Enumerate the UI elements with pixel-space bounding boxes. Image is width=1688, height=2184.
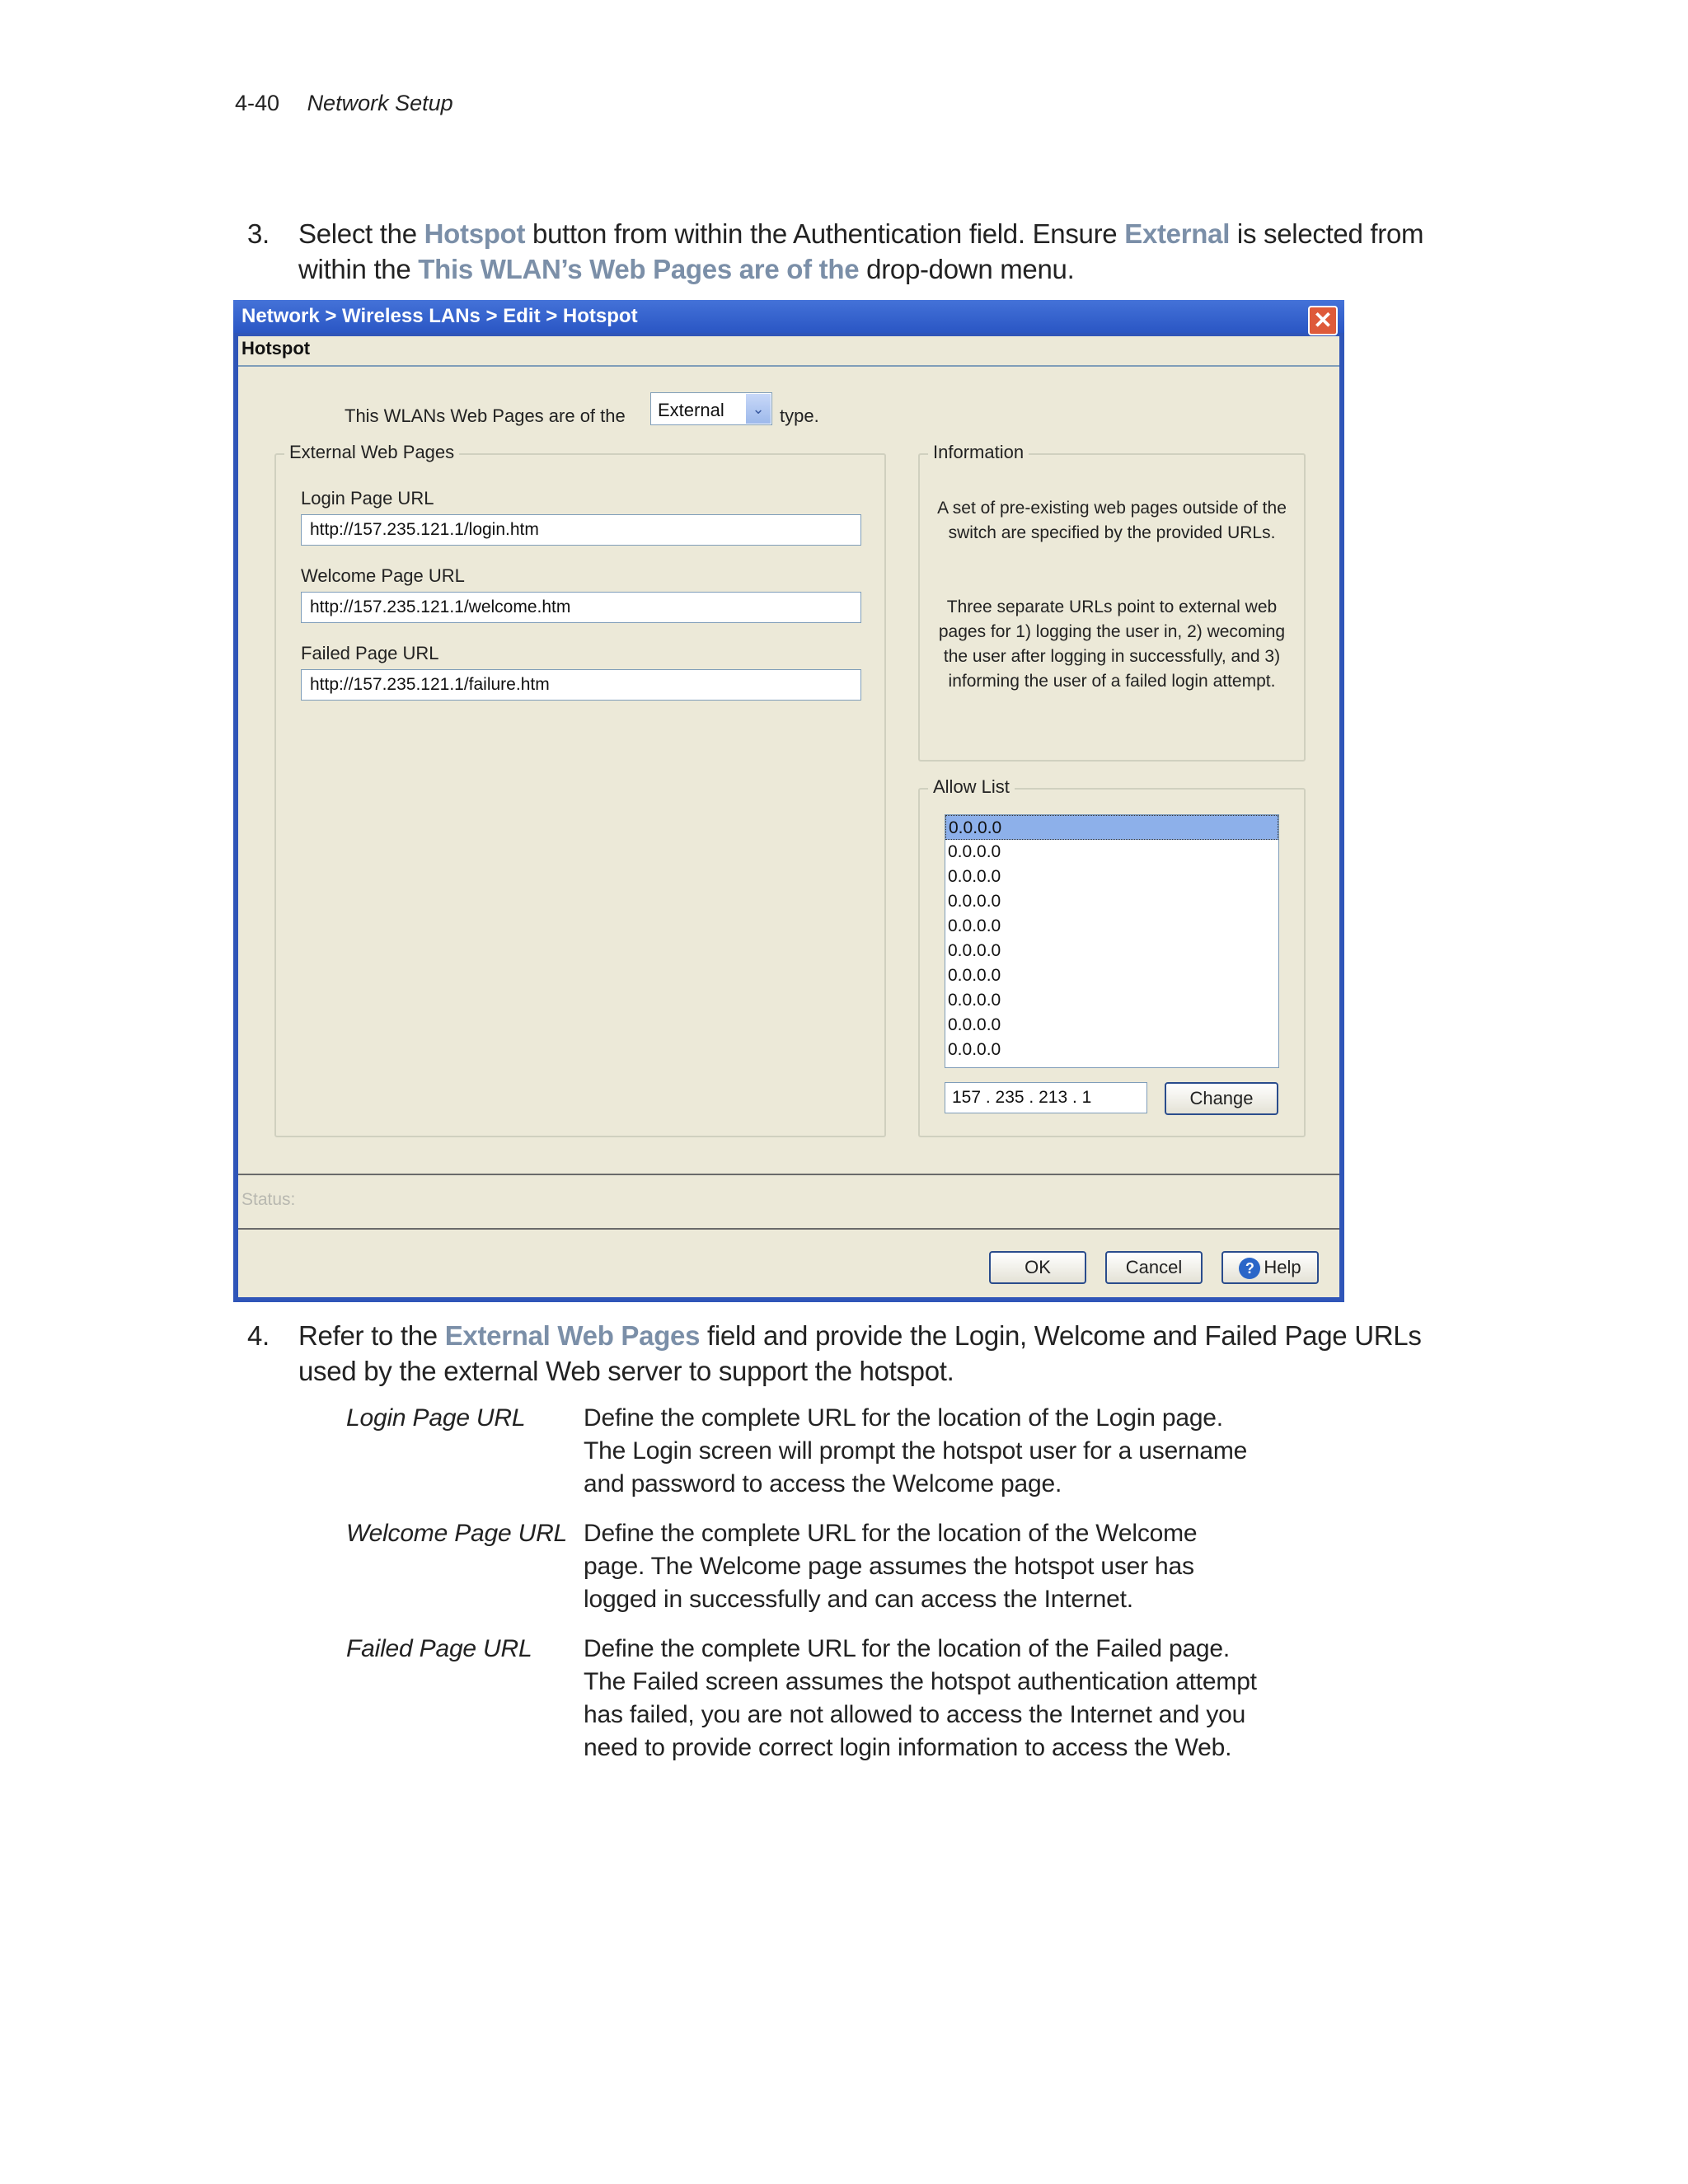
- step-text-part: drop-down menu.: [859, 254, 1075, 284]
- welcome-url-input[interactable]: http://157.235.121.1/welcome.htm: [301, 592, 861, 623]
- help-label: Help: [1264, 1257, 1301, 1277]
- info-paragraph: A set of pre-existing web pages outside of the switch are specified by the provided URLs.: [937, 499, 1287, 542]
- cancel-button[interactable]: Cancel: [1105, 1251, 1203, 1284]
- failed-url-label: Failed Page URL: [301, 643, 439, 663]
- login-url-input[interactable]: http://157.235.121.1/login.htm: [301, 514, 861, 546]
- step-text: [298, 216, 1434, 287]
- change-button[interactable]: Change: [1165, 1082, 1278, 1115]
- status-label: Status:: [241, 1190, 296, 1209]
- list-item[interactable]: 0.0.0.0: [948, 892, 1001, 911]
- ip-address-input[interactable]: 157 . 235 . 213 . 1: [945, 1082, 1147, 1113]
- web-pages-type-select[interactable]: [650, 392, 772, 425]
- information-group: [918, 442, 1306, 762]
- step-text-part: Select the: [298, 218, 424, 249]
- definition-term: Failed Page URL: [346, 1635, 532, 1662]
- list-item[interactable]: 0.0.0.0: [948, 991, 1001, 1010]
- list-item[interactable]: 0.0.0.0: [948, 941, 1001, 960]
- definition-term: Welcome Page URL: [346, 1520, 568, 1547]
- group-title: External Web Pages: [284, 442, 459, 463]
- allow-list[interactable]: [945, 814, 1279, 1068]
- list-item[interactable]: 0.0.0.0: [948, 916, 1001, 935]
- list-item[interactable]: 0.0.0.0: [948, 1015, 1001, 1034]
- highlight-external: External: [1124, 218, 1231, 249]
- web-pages-type-suffix: type.: [780, 405, 819, 426]
- dialog-title: Network > Wireless LANs > Edit > Hotspot: [241, 305, 638, 327]
- list-item[interactable]: 0.0.0.0: [948, 842, 1001, 861]
- highlight-hotspot: Hotspot: [424, 218, 526, 249]
- close-icon[interactable]: ✕: [1308, 306, 1338, 335]
- ok-button[interactable]: OK: [989, 1251, 1086, 1284]
- help-icon: ?: [1239, 1258, 1260, 1279]
- welcome-url-label: Welcome Page URL: [301, 565, 465, 586]
- group-title: Information: [928, 442, 1029, 463]
- step-number: 4.: [247, 1320, 270, 1351]
- page-number: 4-40: [235, 91, 280, 115]
- definition-description: Define the complete URL for the location of the Failed page. The Failed screen assumes the hotspot authentication attempt has failed, you are not allowed to access the Internet and you need to provide correct login information to access the Web.: [584, 1635, 1257, 1761]
- step-text-part: button from within the Authentication field. Ensure: [525, 218, 1125, 249]
- web-pages-type-value: External: [658, 400, 724, 420]
- status-divider-bottom: [238, 1228, 1339, 1230]
- hotspot-dialog: [233, 300, 1344, 1302]
- list-item[interactable]: 0.0.0.0: [948, 1040, 1001, 1059]
- list-item[interactable]: 0.0.0.0: [945, 815, 1278, 840]
- dialog-body: [238, 336, 1339, 1297]
- tab-divider: [238, 365, 1339, 367]
- help-button[interactable]: [1221, 1251, 1319, 1284]
- group-title: Allow List: [928, 776, 1015, 798]
- allow-list-group: [918, 776, 1306, 1137]
- list-item[interactable]: 0.0.0.0: [948, 867, 1001, 886]
- step-text-part: Refer to the: [298, 1320, 445, 1351]
- info-paragraph: Three separate URLs point to external web pages for 1) logging the user in, 2) wecoming the user after logging in successfully, and 3) informing the user of a failed login attempt.: [938, 598, 1286, 691]
- highlight-wlan-web-pages: This WLAN’s Web Pages are of the: [418, 254, 860, 284]
- web-pages-type-label: This WLANs Web Pages are of the: [345, 405, 626, 426]
- step-text: [298, 1318, 1434, 1389]
- step-3: [247, 216, 1434, 287]
- step-text-part: is selected from within the: [298, 218, 1424, 284]
- section-title: Network Setup: [307, 91, 453, 115]
- step-text-part: field and provide the Login, Welcome and Failed Page URLs used by the external Web server to support the hotspot.: [298, 1320, 1422, 1386]
- step-4: [247, 1318, 1434, 1389]
- page-header: [235, 91, 453, 116]
- dialog-title-bar: [233, 300, 1344, 333]
- highlight-external-web-pages: External Web Pages: [444, 1320, 701, 1351]
- login-url-label: Login Page URL: [301, 488, 434, 509]
- failed-url-input[interactable]: http://157.235.121.1/failure.htm: [301, 669, 861, 701]
- chevron-down-icon[interactable]: ⌄: [746, 394, 771, 424]
- list-item[interactable]: 0.0.0.0: [948, 966, 1001, 985]
- definition-description: Define the complete URL for the location of the Login page. The Login screen will prompt the hotspot user for a username and password to access the Welcome page.: [584, 1404, 1248, 1497]
- step-number: 3.: [247, 218, 270, 249]
- definition-description: Define the complete URL for the location of the Welcome page. The Welcome page assumes the hotspot user has logged in successfully and can access the Internet.: [584, 1520, 1198, 1613]
- definition-term: Login Page URL: [346, 1404, 526, 1432]
- external-web-pages-group: [274, 442, 886, 1137]
- status-divider-top: [238, 1174, 1339, 1175]
- tab-hotspot[interactable]: Hotspot: [241, 338, 311, 359]
